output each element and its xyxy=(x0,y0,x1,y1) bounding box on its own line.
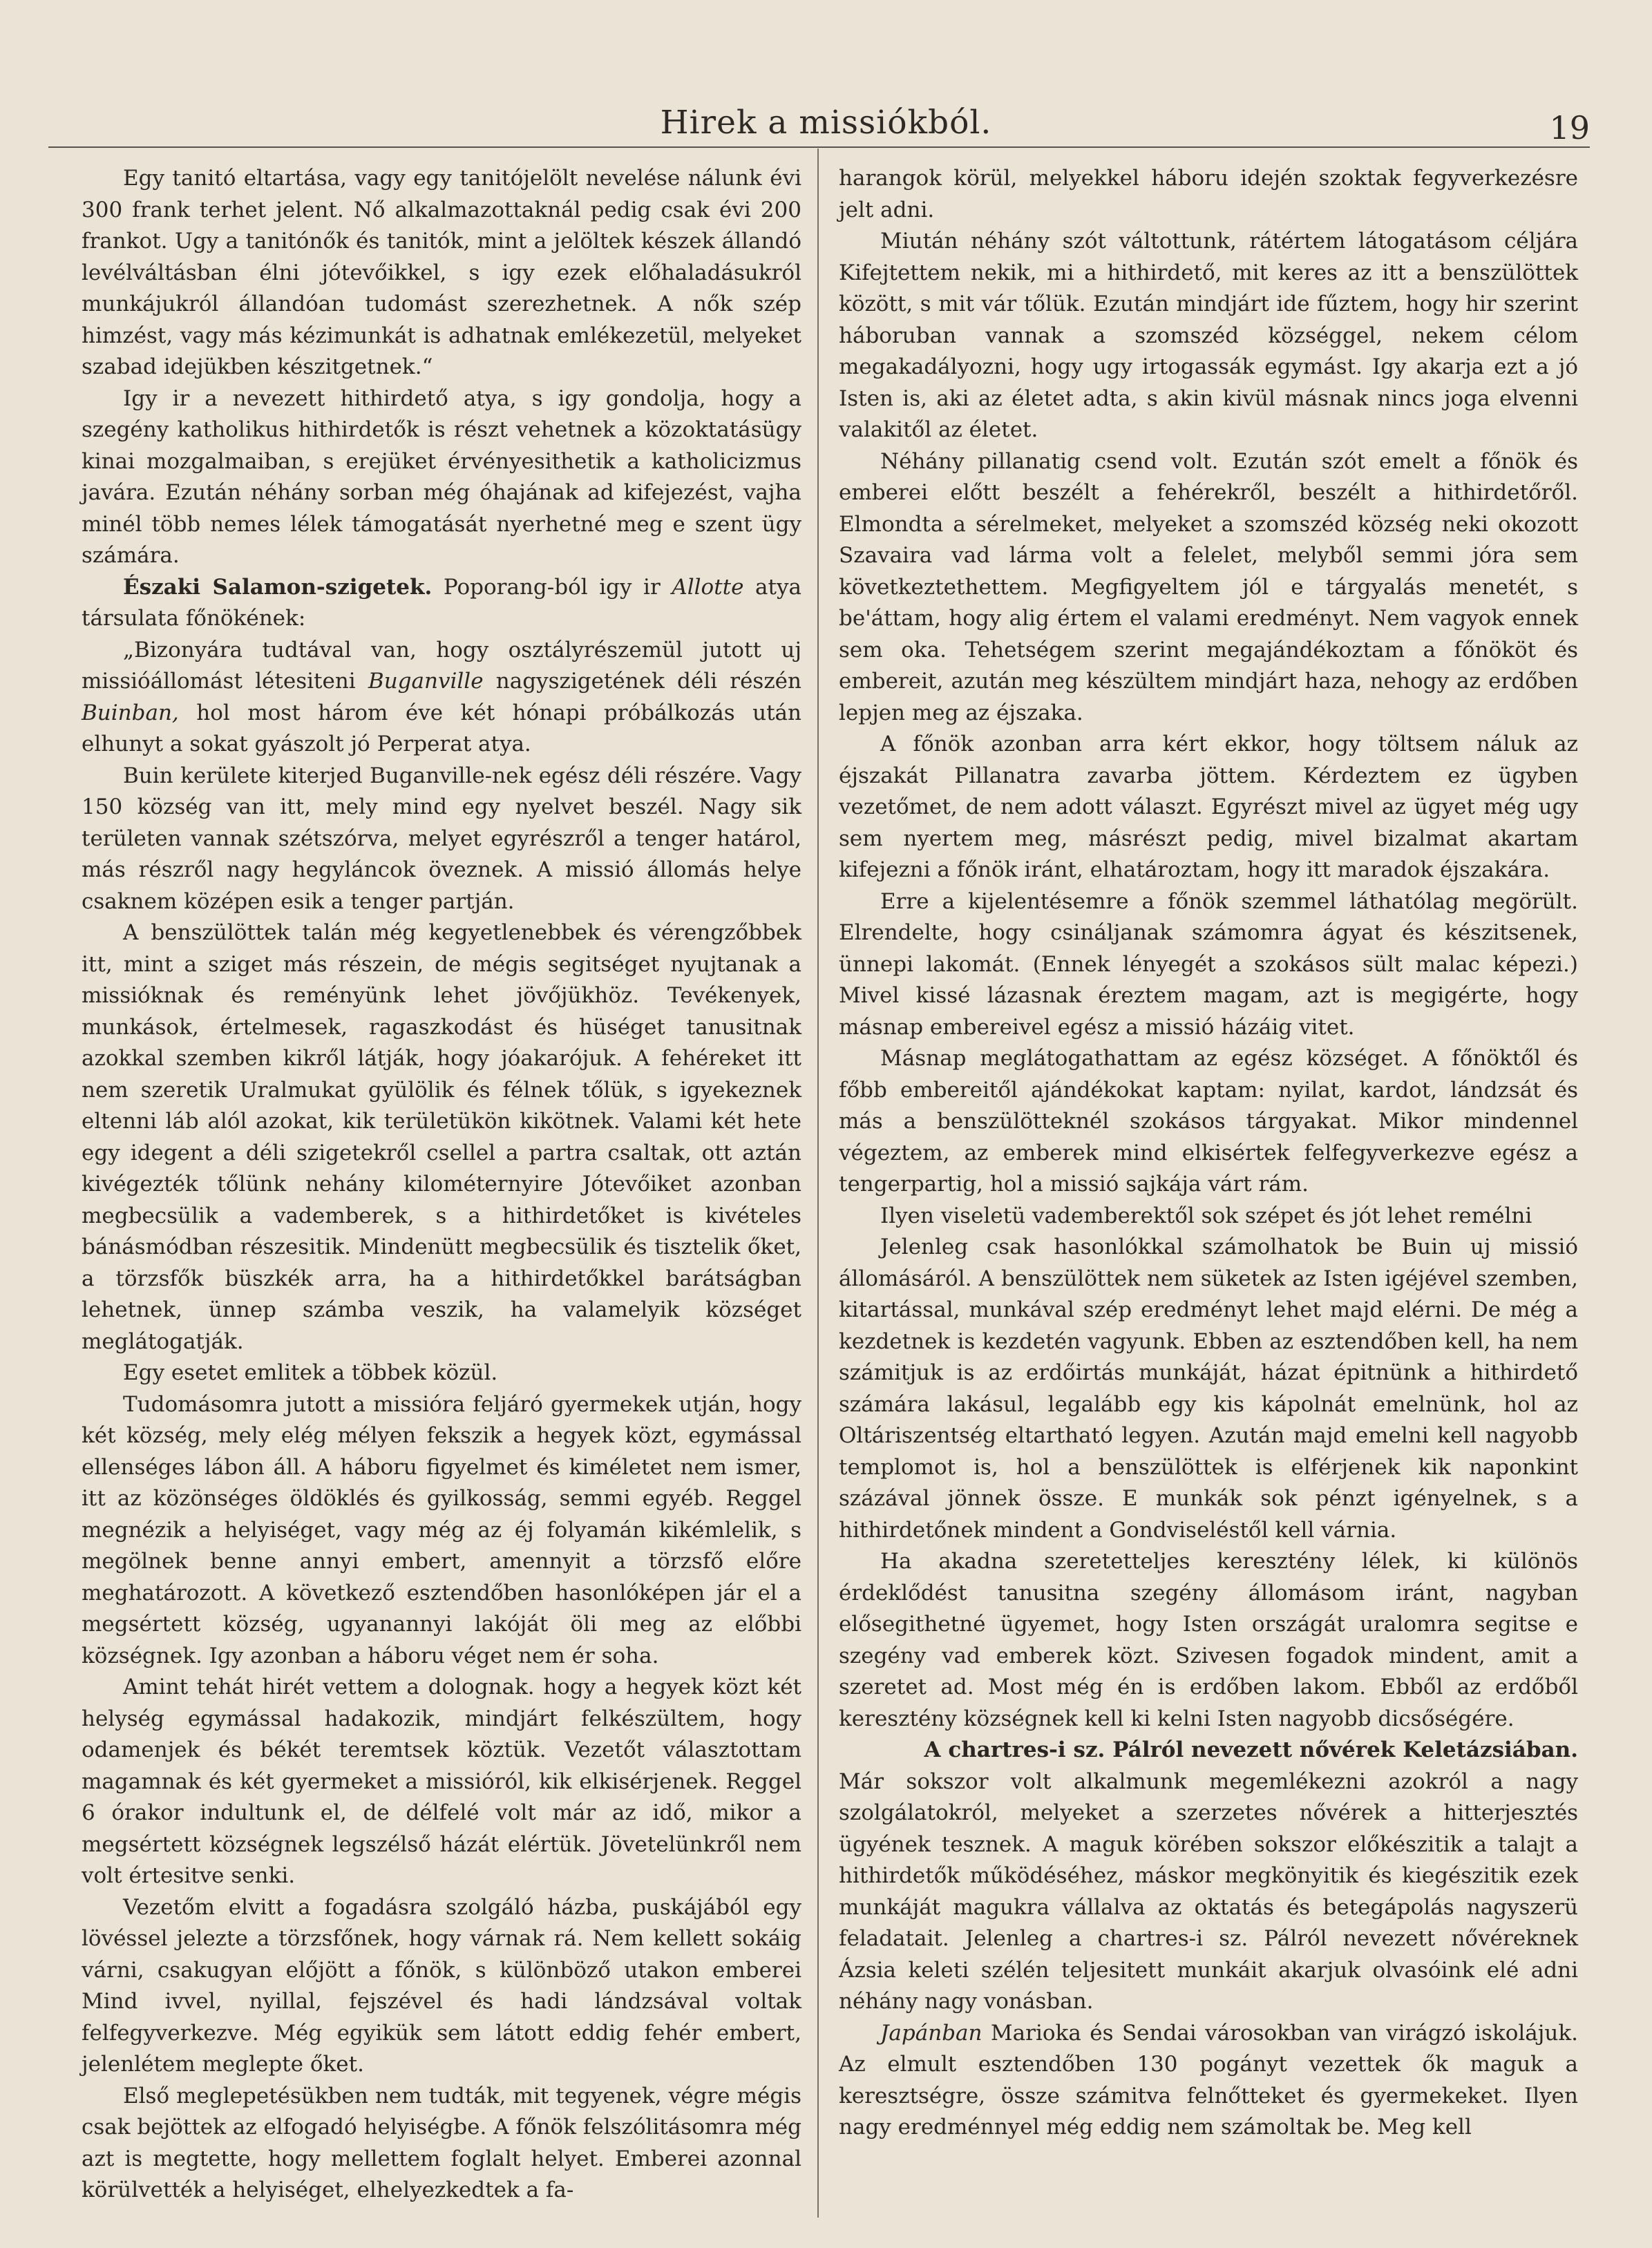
paragraph xyxy=(82,635,801,761)
left-column xyxy=(82,163,801,2207)
paragraph: harangok körül, melyekkel háboru idején szoktak fegyverkezésre jelt adni. xyxy=(839,166,1578,222)
paragraph: Egy esetet emlitek a többek közül. xyxy=(123,1360,498,1385)
paragraph: A benszülöttek talán még kegyetlenebbek és vérengzőbbek itt, mint a sziget más részein, de mégis segitséget nyujtanak a missióknak és reményünk lehet jövőjükhöz. Tevékenyek, munkások, értelmesek, ragaszkodást és hüséget tanusitnak azokkal szemben kikről látják, hogy jóakarójuk. A fehéreket itt nem szeretik Uralmukat gyülölik és félnek tőlük, s igyekeznek eltenni láb alól azokat, kik területükön kikötnek. Valami két hete egy idegent a déli szigetekről csellel a partra csaltak, ott aztán kivégezték tőlünk nehány kilométernyire Jótevőiket azonban megbecsülik a vademberek, s a hithirdetőket is kivételes bánásmódban részesitik. Mindenütt megbecsülik és tisztelik őket, a törzsfők büszkék arra, ha a hithirdetőkkel barátságban lehetnek, ünnep számba veszik, ha valamelyik községet meglátogatják. xyxy=(82,920,801,1354)
paragraph: Ha akadna szeretetteljes keresztény lélek, ki különös érdeklődést tanusitna szegény állomásom iránt, nagyban elősegithetné ügyemet, hogy Isten országát uralomra segitse e szegény vad emberek közt. Szivesen fogadok mindent, amit a szeretet ad. Most még én is erdőben lakom. Ebből az erdőből keresztény községnek kell ki kelni Isten nagyobb dicsőségére. xyxy=(839,1549,1578,1731)
paragraph xyxy=(839,2018,1578,2144)
section-heading: Északi Salamon-szigetek. xyxy=(123,574,433,600)
place-name: Buganville xyxy=(368,669,484,694)
paragraph: Jelenleg csak hasonlókkal számolhatok be Buin uj missió állomásáról. A benszülöttek nem süketek az Isten igéjével szemben, kitartással, munkával szép eredményt lehet majd elérni. De még a kezdetnek is kezdetén vagyunk. Ebben az esztendőben kell, ha nem számitjuk is az erdőirtás munkáját, házat épitnünk a hithirdető számára lakásul, legalább egy kis kápolnát emelnünk, hol az Oltáriszentség eltartható legyen. Azután majd emelni kell nagyobb templomot is, hol a benszülöttek is elférjenek kik naponkint százával jönnek össze. E munkák sok pénzt igényelnek, s a hithirdetőnek mindent a Gondviseléstől kell várnia. xyxy=(839,1235,1578,1543)
paragraph: Néhány pillanatig csend volt. Ezután szót emelt a főnök és emberei előtt beszélt a fehérekről, beszélt a hithirdetőről. Elmondta a sérelmeket, melyeket a szomszéd község neki okozott Szavaira vad lárma volt a felelet, melyből semmi jóra sem következtethettem. Megfigyeltem jól e tárgyalás menetét, s be'áttam, hogy alig értem el valami eredményt. Nem vagyok ennek sem oka. Tehetségem szerint megajándékoztam a főnököt és embereit, azután meg készültem mindjárt haza, nehogy az erdőben lepjen meg az éjszaka. xyxy=(839,448,1578,725)
paragraph: Amint tehát hirét vettem a dolognak. hogy a hegyek közt két helység egymással hadakozik, mindjárt felkészültem, hogy odamenjek és békét teremtsek köztük. Vezetőt választottam magamnak és két gyermeket a missióról, kik elkisérjenek. Reggel 6 órakor indultunk el, de délfelé volt már az idő, mikor a megsértett községnek legszélső házát elértük. Jövetelünkről nem volt értesitve senki. xyxy=(82,1675,801,1888)
text-run: „Bizonyára tudtával van, hogy osztályrészemül jutott uj missióállomást létesiteni xyxy=(82,637,801,694)
paragraph: Erre a kijelentésemre a főnök szemmel láthatólag megörült. Elrendelte, hogy csináljanak számomra ágyat és készitsenek, ünnepi lakomát. (Ennek lényegét a szokásos sült malac képezi.) Mivel kissé lázasnak éreztem magam, azt is megigérte, hogy másnap embereivel egész a missió házáig vitet. xyxy=(839,888,1578,1040)
person-name: Allotte xyxy=(672,574,744,600)
paragraph: Másnap meglátogathattam az egész községet. A főnöktől és főbb embereitől ajándékokat kaptam: nyilat, kardot, lándzsát és más a benszülötteknél szokásos tárgyakat. Mikor mindennel végeztem, az emberek mind elkisértek felfegyverkezve egész a tengerpartig, hol a missió sajkája várt rám. xyxy=(839,1046,1578,1197)
paragraph: Miután néhány szót váltottunk, rátértem látogatásom céljára Kifejtettem nekik, mi a hithirdető, mit keres az itt a benszülöttek között, s mit vár tőlük. Ezután mindjárt ide fűztem, hogy hir szerint háboruban vannak a szomszéd községgel, nekem célom megakadályozni, hogy ugy irtogassák egymást. Igy akarja ezt a jó Isten is, aki az életet adta, s akin kivül másnak nincs joga elvenni valakitől az életet. xyxy=(839,229,1578,442)
column-divider xyxy=(817,149,819,2218)
header-rule xyxy=(48,146,1590,148)
page-number: 19 xyxy=(1549,109,1590,146)
text-run: hol most három éve két hónapi próbálkozás után elhunyt a sokat gyászolt jó Perperat atya. xyxy=(82,700,801,756)
paragraph: Ilyen viseletü vademberektől sok szépet és jót lehet remélni xyxy=(880,1203,1532,1228)
paragraph: Tudomásomra jutott a missióra feljáró gyermekek utján, hogy két község, mely elég mélyen fekszik a hegyek közt, egymással ellenséges lábon áll. A háboru figyelmet és kiméletet nem ismer, itt az közönséges öldöklés és gyilkosság, semmi egyéb. Reggel megnézik a helyiséget, vagy még az éj folyamán kikémlelik, s megölnek benne annyi embert, amennyit a törzsfő előre meghatározott. A következő esztendőben hasonlóképen jár el a megsértett község, ugyanannyi lakóját öli meg az előbbi községnek. Igy azonban a háboru véget nem ér soha. xyxy=(82,1391,801,1668)
paragraph: Első meglepetésükben nem tudták, mit tegyenek, végre mégis csak bejöttek az elfogadó helyiségbe. A főnök felszólitásomra még azt is megtette, hogy mellettem foglalt helyet. Emberei azonnal körülvették a helyiséget, elhelyezkedtek a fa- xyxy=(82,2083,801,2202)
paragraph: Vezetőm elvitt a fogadásra szolgáló házba, puskájából egy lövéssel jelezte a törzsfőnek, hogy várnak rá. Nem kellett sokáig várni, csakugyan előjött a főnök, s különböző utakon emberei Mind ivvel, nyillal, fejszével és hadi lándzsával voltak felfegyverkezve. Még egyikük sem látott eddig fehér embert, jelenlétem meglepte őket. xyxy=(82,1894,801,2077)
paragraph: Buin kerülete kiterjed Buganville-nek egész déli részére. Vagy 150 község van itt, mely mind egy nyelvet beszél. Nagy sik területen vannak szétszórva, melyet egyrészről a tenger határol, más részről nagy hegyláncok öveznek. A missió állomás helye csaknem középen esik a tenger partján. xyxy=(82,763,801,914)
place-name: Japánban xyxy=(880,2020,982,2046)
section-heading: A chartres-i sz. Pálról nevezett nővérek Keletázsiában. xyxy=(924,1737,1578,1762)
paragraph: Egy tanitó eltartása, vagy egy tanitójelölt nevelése nálunk évi 300 frank terhet jelent. Nő alkalmazottaknál pedig csak évi 200 frankot. Ugy a tanitónők és tanitók, mint a jelöltek készek állandó levélváltásban élni jótevőikkel, s igy ezek előhaladásukról munkájukról állandóan tudomást szerezhetnek. A nők szép himzést, vagy más kézimunkát is adhatnak emlékezetül, melyeket szabad idejükben készitgetnek.“ xyxy=(82,166,801,379)
text-run: Poporang-ból igy ir xyxy=(432,574,672,600)
paragraph: Igy ir a nevezett hithirdető atya, s igy gondolja, hogy a szegény katholikus hithirdetők is részt vehetnek a közoktatásügy kinai mozgalmaiban, s erejüket érvényesithetik a katholicizmus javára. Ezután néhány sorban még óhajának ad kifejezést, vajha minél több nemes lélek támogatását nyerhetné meg e szent ügy számára. xyxy=(82,385,801,568)
place-name: Buinban, xyxy=(82,700,179,725)
running-head xyxy=(0,0,1652,149)
paragraph xyxy=(82,572,801,635)
text-run: atya társulata főnökének: xyxy=(82,574,801,631)
page-header-title: Hirek a missiókból. xyxy=(660,104,992,142)
text-run: Marioka és Sendai városokban van virágzó iskolájuk. Az elmult esztendőben 130 pogányt vezettek ők maguk a keresztségre, össze számitva felnőtteket és gyermekeket. Ilyen nagy eredménnyel még eddig nem számoltak be. Meg kell xyxy=(839,2020,1578,2140)
paragraph: A főnök azonban arra kért ekkor, hogy töltsem náluk az éjszakát Pillanatra zavarba jöttem. Kérdeztem ez ügyben vezetőmet, de nem adott választ. Egyrészt mivel az ügyet még ugy sem nyertem meg, másrészt pedig, mivel bizalmat akartam kifejezni a főnök iránt, elhatároztam, hogy itt maradok éjszakára. xyxy=(839,732,1578,882)
text-run: nagyszigetének déli részén xyxy=(483,669,801,694)
right-column xyxy=(839,163,1578,2144)
paragraph: Már sokszor volt alkalmunk megemlékezni azokról a nagy szolgálatokról, melyeket a szerzetes nővérek a hitterjesztés ügyének tesznek. A maguk körében sokszor előkészitik a talajt a hithirdetők működéséhez, máskor megkönyitik és kiegészitik ezek munkáját magukra vállalva az oktatás és betegápolás nagyszerü feladatait. Jelenleg a chartres-i sz. Pálról nevezett nővéreknek Ázsia keleti szélén teljesitett munkáit akarjuk olvasóink elé adni néhány nagy vonásban. xyxy=(839,1769,1578,2014)
